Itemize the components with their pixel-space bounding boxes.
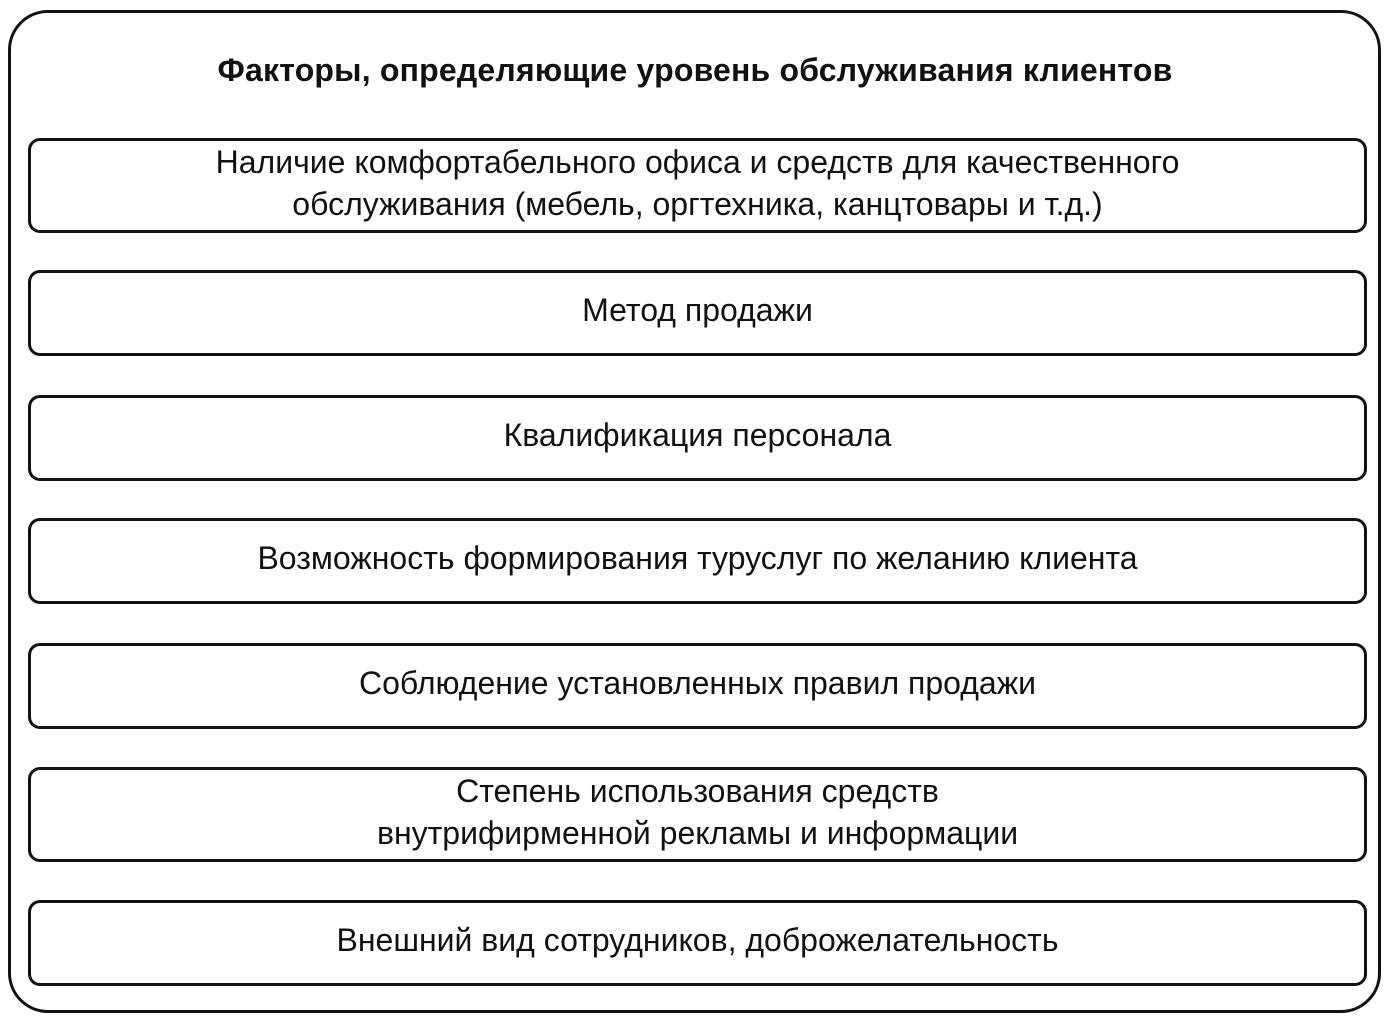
factor-box-sales-rules (28, 643, 1367, 729)
factor-box-sales-method (28, 270, 1367, 356)
factor-text: Соблюдение установленных правил продажи (359, 665, 1036, 701)
factor-box-comfortable-office (28, 138, 1367, 233)
factor-text: Квалификация персонала (503, 417, 892, 453)
factor-text: Возможность формирования туруслуг по желанию клиента (257, 540, 1138, 576)
factor-text-line: Наличие комфортабельного офиса и средств для качественного (215, 143, 1180, 180)
factor-text-line: внутрифирменной рекламы и информации (376, 814, 1019, 851)
diagram-title: Факторы, определяющие уровень обслуживания клиентов (217, 52, 1173, 88)
factor-box-in-house-advertising (28, 767, 1367, 862)
factor-box-custom-tour-services (28, 518, 1367, 604)
factor-text (377, 770, 1018, 854)
factor-text-line: обслуживания (мебель, оргтехника, канцтовары и т.д.) (292, 185, 1103, 222)
factor-text: Внешний вид сотрудников, доброжелательность (336, 922, 1059, 958)
factor-text: Метод продажи (582, 292, 813, 328)
factor-box-staff-appearance (28, 900, 1367, 986)
factor-text-line: Степень использования средств (456, 772, 939, 809)
factor-box-staff-qualification (28, 395, 1367, 481)
factor-text (216, 141, 1180, 225)
